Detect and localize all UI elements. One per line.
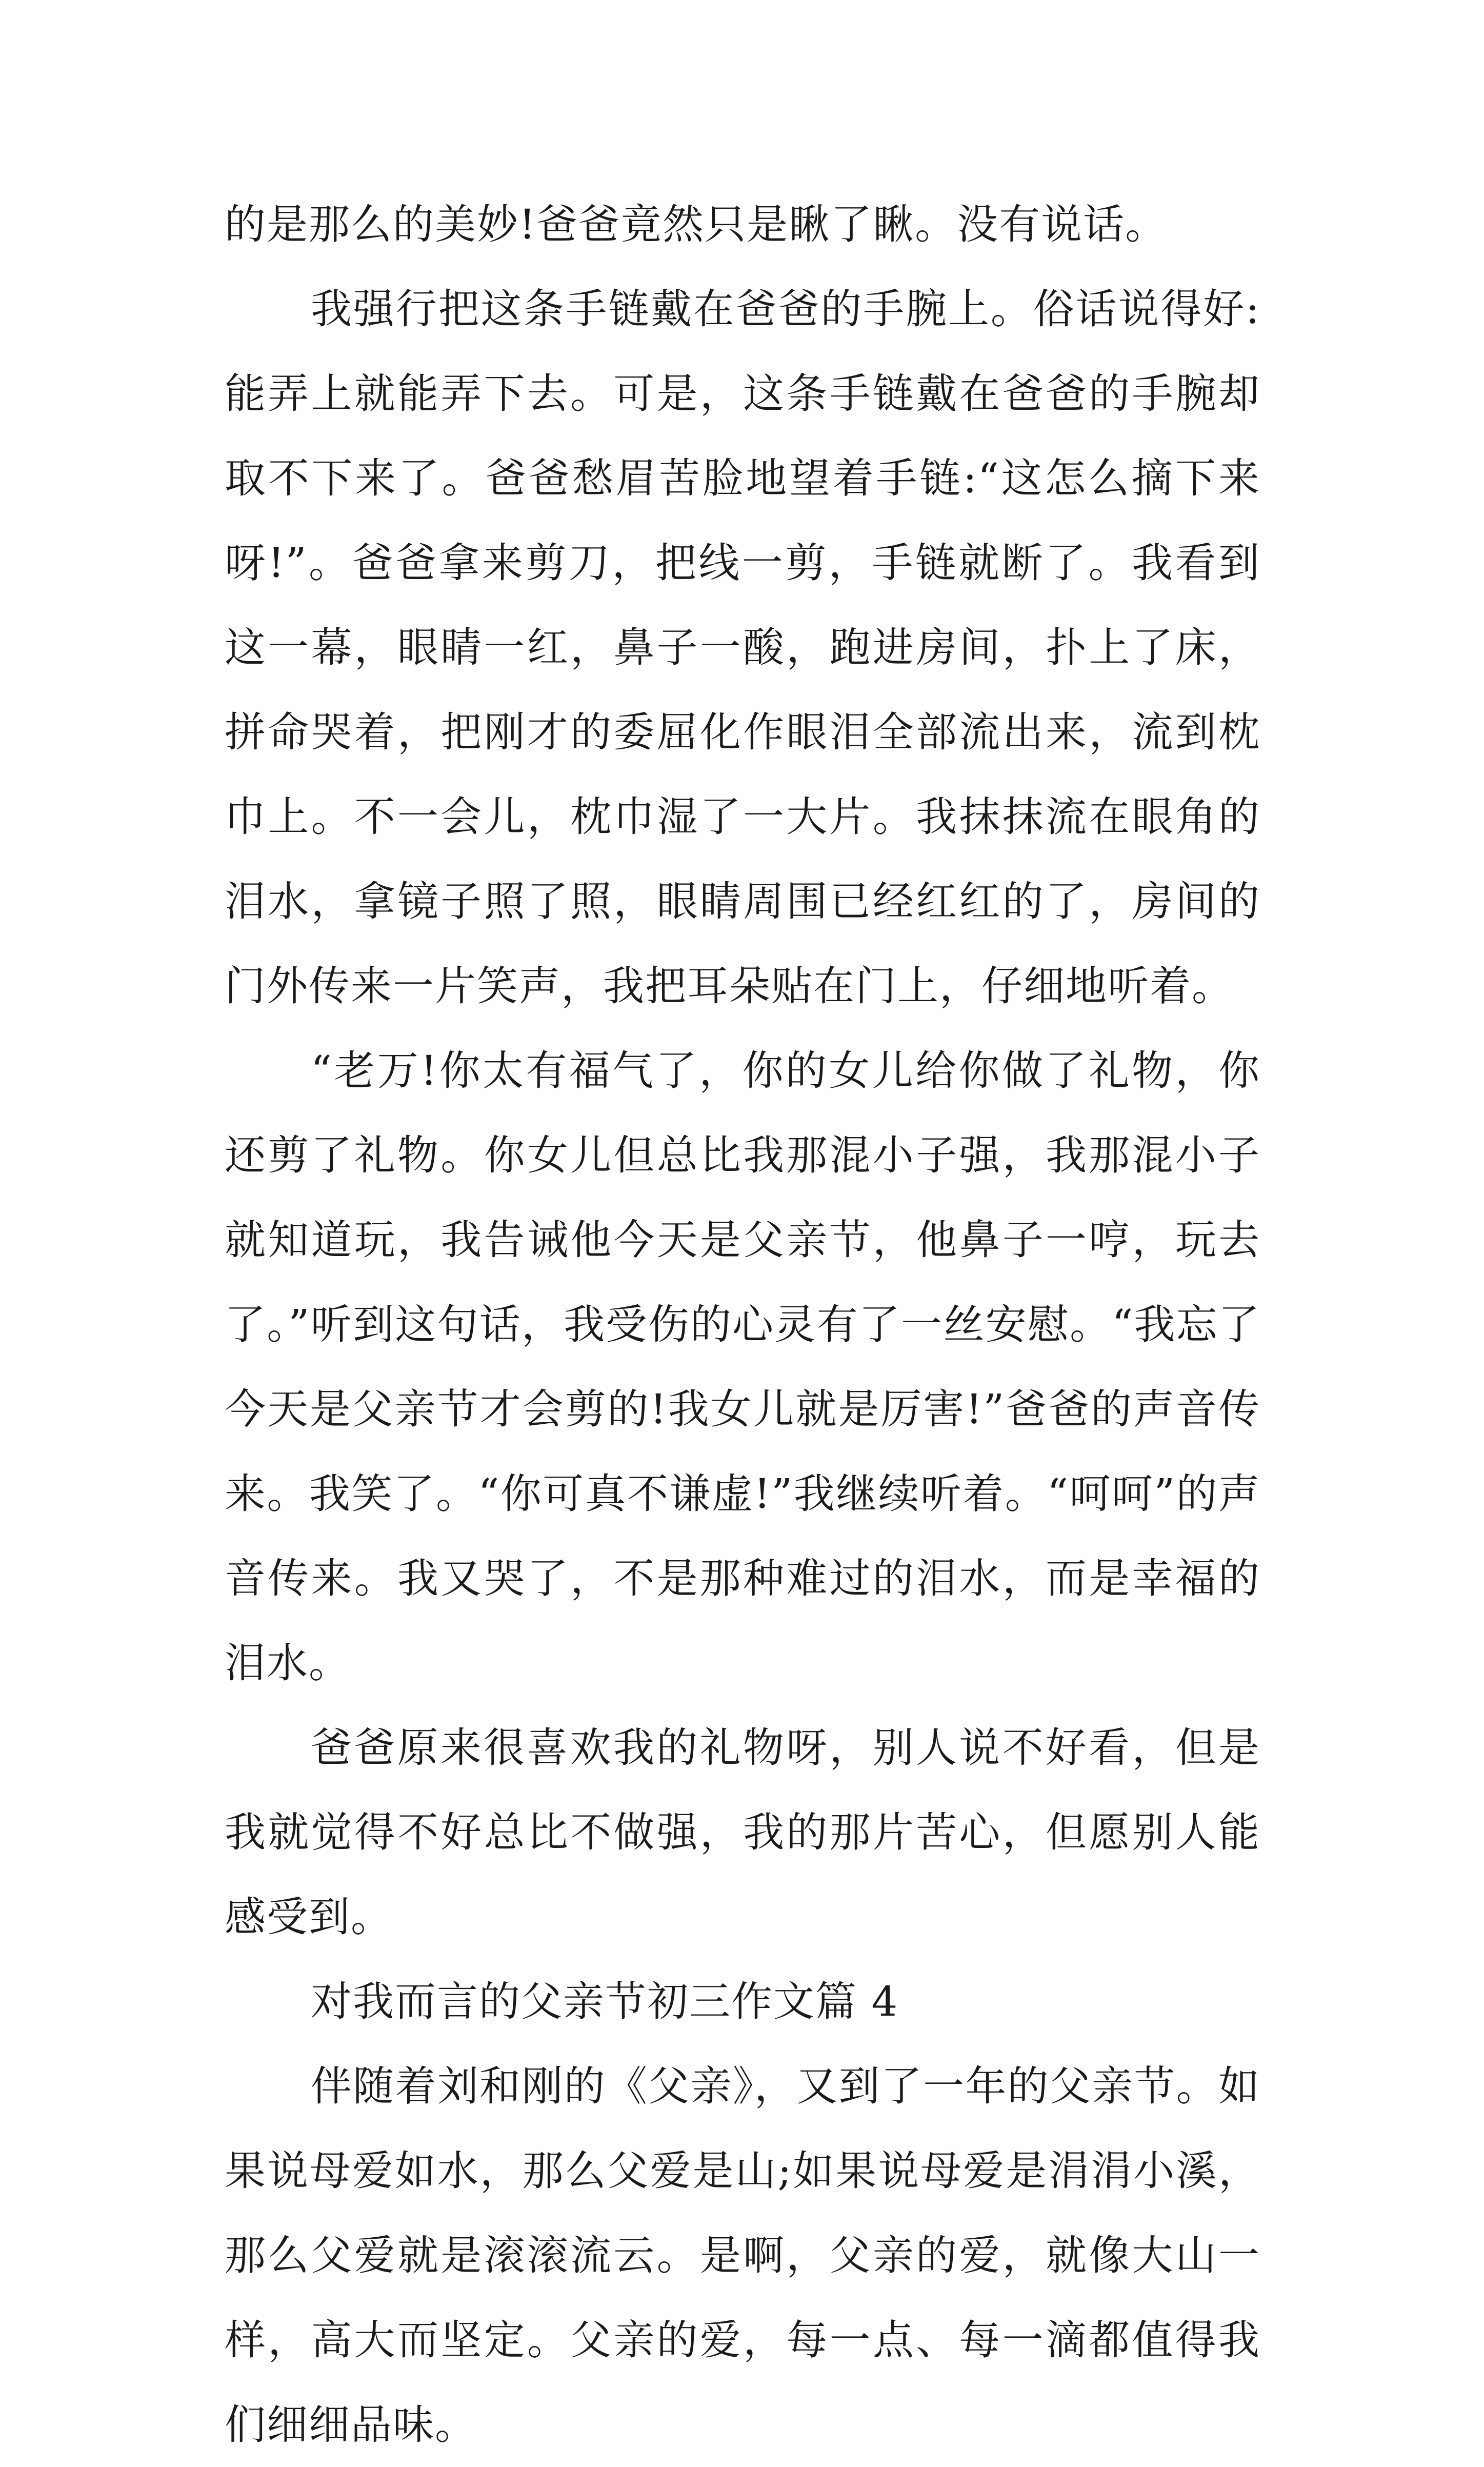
document-body <box>225 182 1260 2467</box>
paragraph-essay-4-intro: 伴随着刘和刚的《父亲》，又到了一年的父亲节。如果说母爱如水，那么父爱是山;如果说母爱是涓涓小溪，那么父爱就是滚滚流云。是啊，父亲的爱，就像大山一样，高大而坚定。父亲的爱，每一点、每一滴都值得我们细细品味。 <box>225 2062 1260 2449</box>
paragraph-conclusion: 爸爸原来很喜欢我的礼物呀，别人说不好看，但是我就觉得不好总比不做强，我的那片苦心，但愿别人能感受到。 <box>225 1724 1260 1941</box>
paragraph-bracelet: 我强行把这条手链戴在爸爸的手腕上。俗话说得好:能弄上就能弄下去。可是，这条手链戴在爸爸的手腕却取不下来了。爸爸愁眉苦脸地望着手链:“这怎么摘下来呀!”。爸爸拿来剪刀，把线一剪，手链就断了。我看到这一幕，眼睛一红，鼻子一酸，跑进房间，扑上了床，拼命哭着，把刚才的委屈化作眼泪全部流出来，流到枕巾上。不一会儿，枕巾湿了一大片。我抹抹流在眼角的泪水，拿镜子照了照，眼睛周围已经红红的了，房间的门外传来一片笑声，我把耳朵贴在门上，仔细地听着。 <box>225 285 1260 1010</box>
section-heading: 对我而言的父亲节初三作文篇 4 <box>311 1978 899 2025</box>
paragraph-dialogue: “老万!你太有福气了，你的女儿给你做了礼物，你还剪了礼物。你女儿但总比我那混小子强，我那混小子就知道玩，我告诫他今天是父亲节，他鼻子一哼，玩去了。”听到这句话，我受伤的心灵有了一丝安慰。“我忘了今天是父亲节才会剪的!我女儿就是厉害!”爸爸的声音传来。我笑了。“你可真不谦虚!”我继续听着。“呵呵”的声音传来。我又哭了，不是那种难过的泪水，而是幸福的泪水。 <box>225 1047 1260 1687</box>
paragraph-continuation: 的是那么的美妙!爸爸竟然只是瞅了瞅。没有说话。 <box>225 201 1168 248</box>
